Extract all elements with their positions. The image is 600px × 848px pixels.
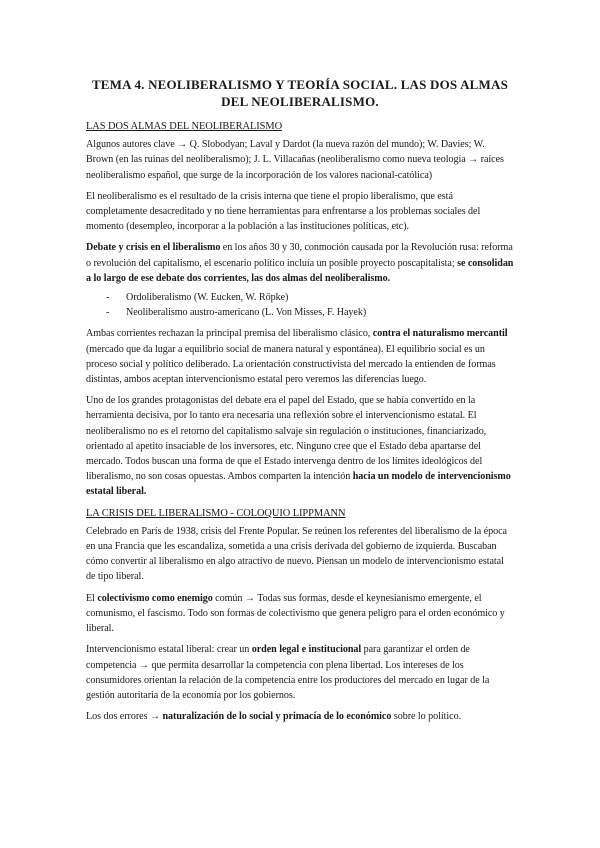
bold-orden-legal: orden legal e institucional <box>251 644 362 656</box>
paragraph-debate-crisis <box>86 240 514 286</box>
text-errores-2: sobre lo político. <box>391 711 462 723</box>
list-item: - Neoliberalismo austro-americano (L. Von Misses, F. Hayek) <box>106 305 514 320</box>
paragraph-intervencionismo-estatal <box>86 642 514 703</box>
bold-dos-corrientes: se consolidan a lo largo de ese debate dos corrientes, las dos almas del neoliberalismo. <box>86 257 514 284</box>
text-colectivismo-1: El <box>86 592 98 604</box>
bold-colectivismo-enemigo: colectivismo como enemigo <box>97 592 213 604</box>
title-line-2: DEL NEOLIBERALISMO. <box>221 94 379 109</box>
document-title <box>86 76 514 110</box>
title-line-1: TEMA 4. NEOLIBERALISMO Y TEORÍA SOCIAL. LAS DOS ALMAS <box>91 77 509 92</box>
text-ambas-2: (mercado que da lugar a equilibrio social de manera natural y espontánea). El equilibrio social es un proceso social y político deliberado. La orientación constructivista del mercado la entienden de formas distintas, ambos aceptan intervencionismo estatal pero veremos las diferencias luego. <box>86 343 496 386</box>
text-ambas-1: Ambas corrientes rechazan la principal premisa del liberalismo clásico, <box>86 328 373 340</box>
paragraph-autores-clave: Algunos autores clave → Q. Slobodyan; Laval y Dardot (la nueva razón del mundo); W. Davies; W. Brown (en las ruinas del neoliberalismo); J. L. Villacañas (neoliberalismo como nueva teología → raíces neoliberalismo español, que surge de la incorporación de los valores nacional-católica) <box>86 139 504 181</box>
paragraph-colectivismo <box>86 591 514 637</box>
text-intervencionismo-2: para garantizar el orden de competencia → que permita desarrollar la competencia con plena libertad. Los intereses de los consumidores orientan la relación de la competencia entre los productores del mercado en lugar de la gestión autoritaria de la economía por los gobiernos. <box>86 644 490 701</box>
paragraph-paris-1938: Celebrado en París de 1938, crisis del Frente Popular. Se reúnen los referentes del liberalismo de la época en una Francia que les escandaliza, sometida a una crisis derivada del gobierno de izquierda. Buscaban cómo convertir al liberalismo en algo atractivo de nuevo. Piensan un modelo de intervencionismo estatal de tipo liberal. <box>86 525 507 583</box>
text-debate-crisis: en los años 30 y 30, conmoción causada por la Revolución rusa: reforma o revolución del capitalismo, el escenario político incluía un posible proyecto poscapitalista; <box>86 242 513 269</box>
bold-debate-crisis: Debate y crisis en el liberalismo <box>86 242 221 254</box>
paragraph-crisis-interna: El neoliberalismo es el resultado de la crisis interna que tiene el propio liberalismo, que está completamente desacreditado y no tiene herramientas para enfrentarse a los problemas sociales del momento (desempleo, incorporar a la población a las instituciones políticas, etc). <box>86 190 481 233</box>
paragraph-ambas-corrientes <box>86 326 514 387</box>
text-errores-1: Los dos errores → <box>86 711 163 723</box>
text-intervencionismo-1: Intervencionismo estatal liberal: crear un <box>86 644 252 656</box>
text-papel-estado: Uno de los grandes protagonistas del debate era el papel del Estado, que se había convertido en la herramienta decisiva, por lo tanto era necesaria una reflexión sobre el intervencionismo estatal. El neoliberalismo no es el retorno del capitalismo salvaje sin regulación o instituciones, financiarizado, orientado al apetito insaciable de los inversores, etc. Ninguno cree que el Estado deba apartarse del mercado. Todos buscan una forma de que el Estado intervenga dentro de los límites ideológicos del liberalismo, no son cosas opuestas. Ambos comparten la intención <box>86 395 487 483</box>
bold-intervencionismo-liberal: hacia un modelo de intervencionismo estatal liberal. <box>86 471 511 498</box>
bold-naturalismo-mercantil: contra el naturalismo mercantil <box>372 328 508 340</box>
bold-naturalizacion: naturalización de lo social y primacía de lo económico <box>162 711 392 723</box>
section-heading-dos-almas: LAS DOS ALMAS DEL NEOLIBERALISMO <box>86 121 283 132</box>
paragraph-papel-estado <box>86 393 514 499</box>
section-heading-coloquio-lippmann: LA CRISIS DEL LIBERALISMO - COLOQUIO LIPPMANN <box>86 507 346 519</box>
text-colectivismo-2: común → Todas sus formas, desde el keynesianismo emergente, el comunismo, el fascismo. Todo son formas de colectivismo que genera peligro para el orden económico y liberal. <box>86 592 505 635</box>
list-item: - Ordoliberalismo (W. Eucken, W. Röpke) <box>106 290 514 305</box>
corrientes-list <box>86 290 514 320</box>
paragraph-dos-errores <box>86 709 514 724</box>
